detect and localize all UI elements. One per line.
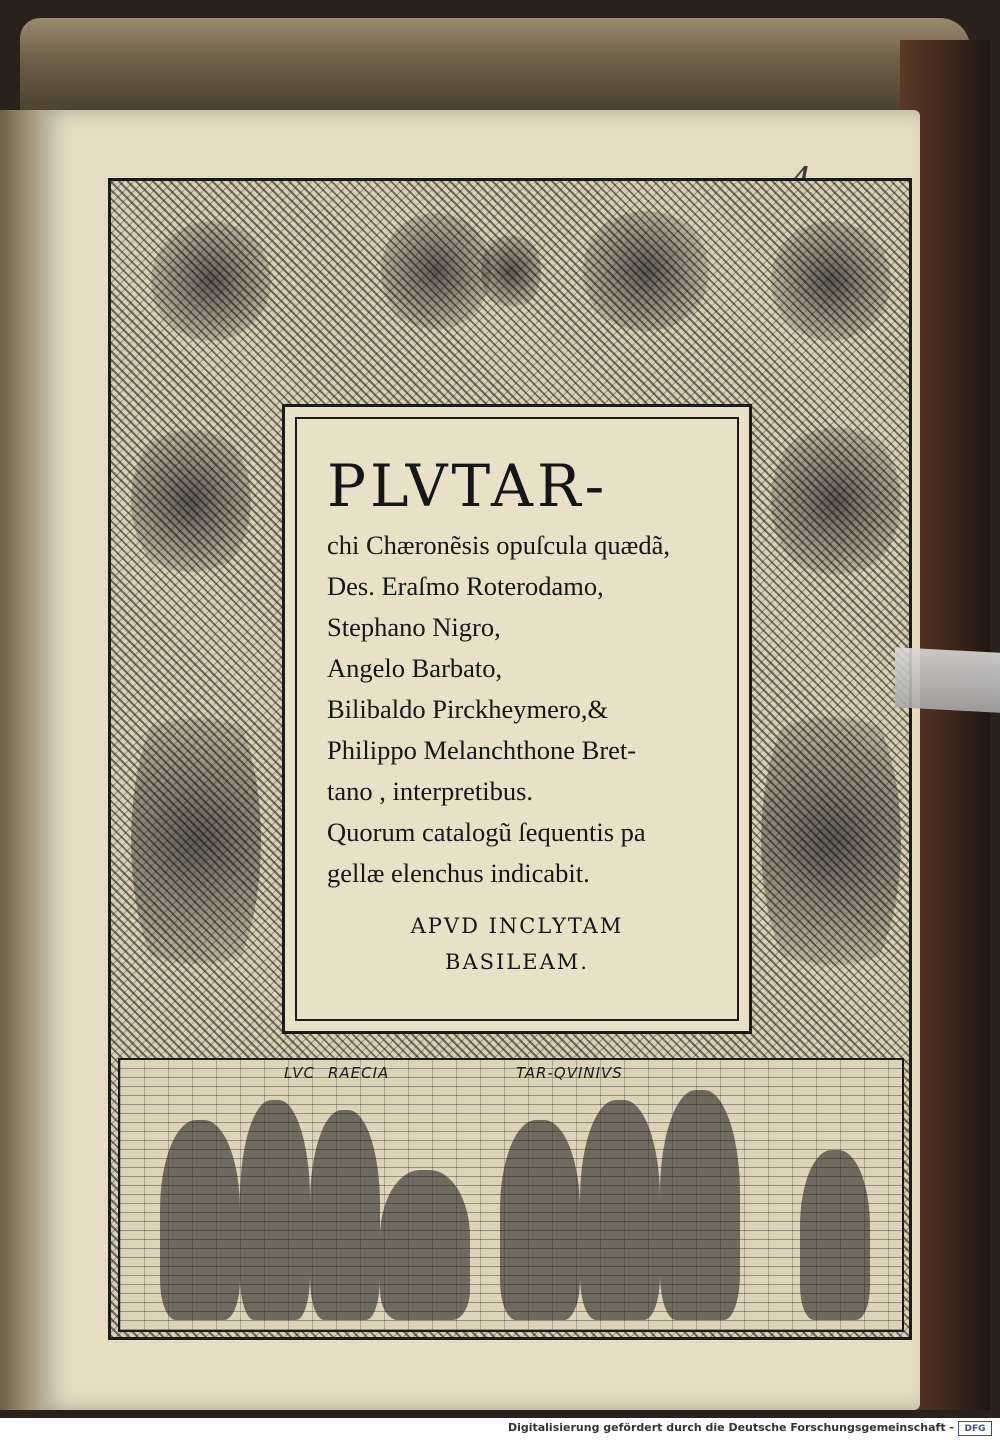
scene-figure-lucretia [310, 1110, 380, 1320]
footer-credit: Digitalisierung gefördert durch die Deutsche Forschungsgemeinschaft - [507, 1421, 954, 1434]
title-line-8: Quorum catalogũ ſequentis pa [327, 817, 646, 847]
title-line-2: Des. Eraſmo Roterodamo, [327, 571, 604, 601]
ornament-bird-right [771, 421, 901, 581]
title-line-4: Angelo Barbato, [327, 653, 503, 683]
ornament-foliage-left [131, 681, 261, 1001]
scene-figure-kneeling [380, 1170, 470, 1320]
imprint-line-1: APVD INCLYTAM [410, 914, 624, 938]
title-line-6: Philippo Melanchthone Bret- [327, 735, 637, 765]
imprint-line-2: BASILEAM. [445, 950, 589, 974]
title-text-frame [295, 417, 739, 1021]
scene-label-tarquinius: TAR-QVINIVS [516, 1064, 623, 1082]
scene-figure-right [800, 1150, 870, 1320]
scan-clip [895, 647, 1000, 713]
title-text-panel [282, 404, 752, 1034]
ornament-cherub-left [151, 221, 271, 341]
scene-figure-elder [660, 1090, 740, 1320]
footer-bar [0, 1418, 1000, 1440]
title-main: PLVTAR- [327, 452, 609, 520]
title-line-9: gellæ elenchus indicabit. [327, 858, 590, 888]
title-line-3: Stephano Nigro, [327, 612, 501, 642]
ornament-mask [481, 231, 541, 311]
title-line-7: tano , interpretibus. [327, 776, 534, 806]
scene-label-raecia: RAECIA [328, 1064, 390, 1082]
ornament-bird-left [131, 421, 251, 581]
scene-figure-tarquinius [580, 1100, 660, 1320]
ornament-putto [381, 211, 491, 331]
scene-figure-angel [160, 1120, 240, 1320]
ornament-foliage-right [761, 681, 901, 1001]
dfg-logo-icon: DFG [958, 1421, 992, 1436]
ornament-cherub-right [771, 221, 891, 341]
woodcut-scene [118, 1058, 904, 1332]
scene-label-lvc: LVC [284, 1064, 316, 1082]
title-line-1: chi Chæronẽsis opuſcula quædã, [327, 530, 670, 560]
scene-figure-woman [240, 1100, 310, 1320]
book-top-edge [20, 18, 970, 118]
ornament-putto-right [581, 211, 711, 331]
title-line-5: Bilibaldo Pirckheymero,& [327, 694, 609, 724]
scene-figure-man [500, 1120, 580, 1320]
